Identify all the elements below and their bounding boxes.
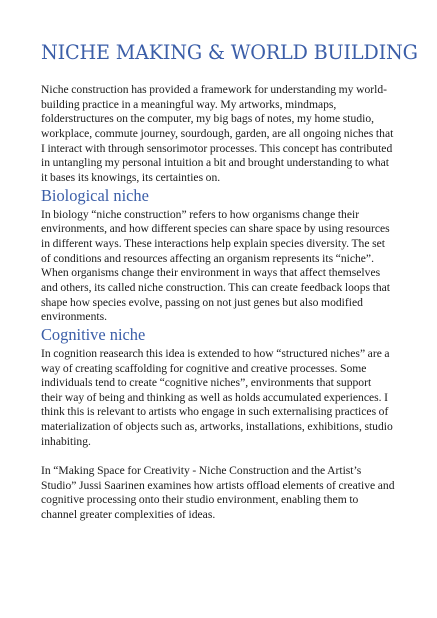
cognitive-niche-paragraph-2: In “Making Space for Creativity - Niche Construction and the Artist’s Studio” Jussi Saarinen examines how artists offload elements of creative and cognitive processing onto their studio environment, enabling them to channel greater complexities of ideas. [41,463,395,521]
biological-niche-paragraph: In biology “niche construction” refers to how organisms change their environments, and how different species can share space by using resources in different ways. These interactions help explain species diversity. The set of conditions and resources affecting an organism represents its “niche”. When organisms change their environment in ways that affect themselves and others, its called niche construction. This can create feedback loops that shape how species evolve, passing on not just genes but also modified environments. [41,207,391,324]
intro-paragraph: Niche construction has provided a framework for understanding my world-building practice in a meaningful way. My artworks, mindmaps, folderstructures on the computer, my big bags of notes, my home studio, workplace, commute journey, sourdough, garden, are all ongoing niches that I interact with through sensorimotor processes. This concept has contributed in untangling my personal intuition a bit and brought understanding to what it bases its knowings, its certainties on. [41,83,394,184]
section-heading-cognitive-niche: Cognitive niche [41,324,146,344]
paragraph-spacer [41,449,395,464]
cognitive-niche-paragraph-1: In cognition reasearch this idea is extended to how “structured niches” are a way of creating scaffolding for cognitive and creative processes. Some individuals tend to create “cognitive niches”, environments that support their way of being and thinking as well as holds accumulated experiences. I think this is relevant to artists who engage in such externalising practices of materialization of objects such as, artworks, installations, exhibitions, studio inhabiting. [41,346,393,448]
section-heading-biological-niche: Biological niche [41,185,149,205]
document-title: NICHE MAKING & WORLD BUILDING [41,41,418,64]
